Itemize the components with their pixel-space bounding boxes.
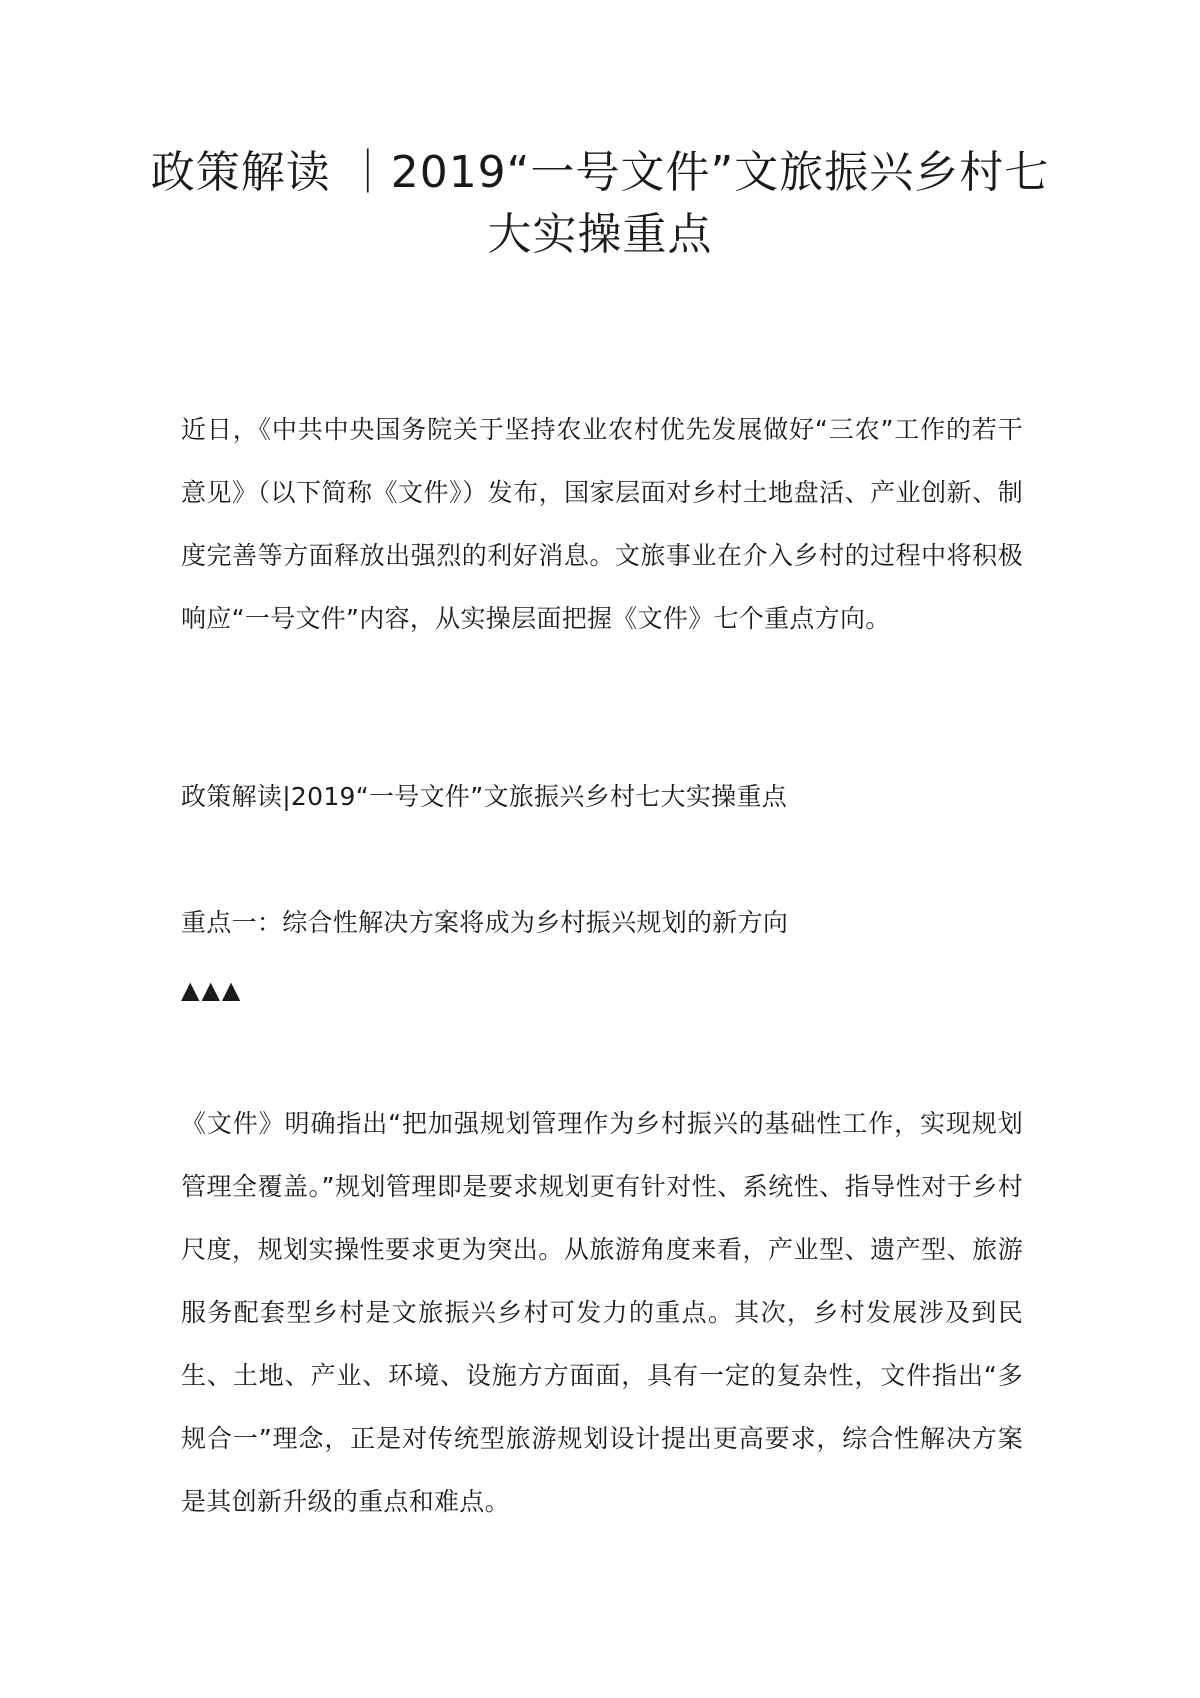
- document-title: 政策解读 ｜2019“一号文件”文旅振兴乡村七大实操重点: [150, 147, 1050, 260]
- main-paragraph: 《文件》明确指出“把加强规划管理作为乡村振兴的基础性工作，实现规划管理全覆盖。”规划管理即是要求规划更有针对性、系统性、指导性对于乡村尺度，规划实操性要求更为突出。从旅游角度来看，产业型、遗产型、旅游服务配套型乡村是文旅振兴乡村可发力的重点。其次，乡村发展涉及到民生、土地、产业、环境、设施方方面面，具有一定的复杂性，文件指出“多规合一”理念，正是对传统型旅游规划设计提出更高要求，综合性解决方案是其创新升级的重点和难点。: [181, 1109, 1023, 1516]
- repeated-title-line: 政策解读|2019“一号文件”文旅振兴乡村七大实操重点: [181, 782, 788, 811]
- intro-paragraph: 近日，《中共中央国务院关于坚持农业农村优先发展做好“三农”工作的若干意见》（以下简称《文件》）发布，国家层面对乡村土地盘活、产业创新、制度完善等方面释放出强烈的利好消息。文旅事业在介入乡村的过程中将积极响应“一号文件”内容，从实操层面把握《文件》七个重点方向。: [181, 415, 1023, 633]
- point-one-heading: 重点一：综合性解决方案将成为乡村振兴规划的新方向: [181, 908, 789, 937]
- triangle-marker: ▲▲▲: [181, 976, 243, 1004]
